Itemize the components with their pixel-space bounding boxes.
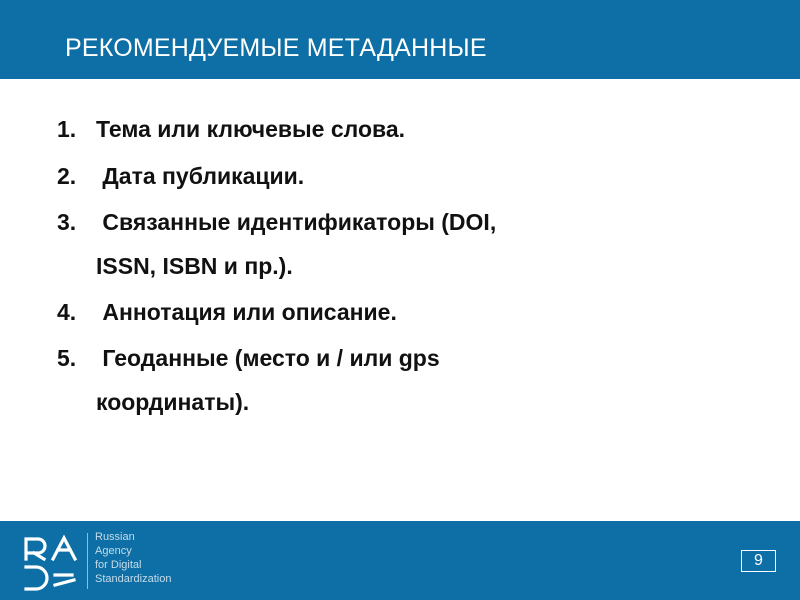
list-item-number: 1. <box>57 116 77 142</box>
list-item-text: Тема или ключевые слова. <box>96 116 406 142</box>
agency-logo-icon <box>22 533 80 591</box>
list-item-text: Геоданные (место и / или gps координаты). <box>96 345 440 415</box>
list-item-number: 2. <box>57 163 77 189</box>
list-item-text: Аннотация или описание. <box>96 299 397 325</box>
list-item-text: Связанные идентификаторы (DOI, ISSN, ISBN и пр.). <box>96 209 497 279</box>
slide-title: РЕКОМЕНДУЕМЫЕ МЕТАДАННЫЕ <box>65 34 487 62</box>
agency-name: Russian Agency for Digital Standardization <box>95 531 172 585</box>
logo-divider <box>87 533 88 589</box>
list-item-number: 4. <box>57 299 77 325</box>
list-item-number: 3. <box>57 209 77 235</box>
list-item-number: 5. <box>57 345 77 371</box>
list-item-text: Дата публикации. <box>96 163 305 189</box>
page-number: 9 <box>741 550 776 572</box>
slide-footer <box>0 521 800 600</box>
